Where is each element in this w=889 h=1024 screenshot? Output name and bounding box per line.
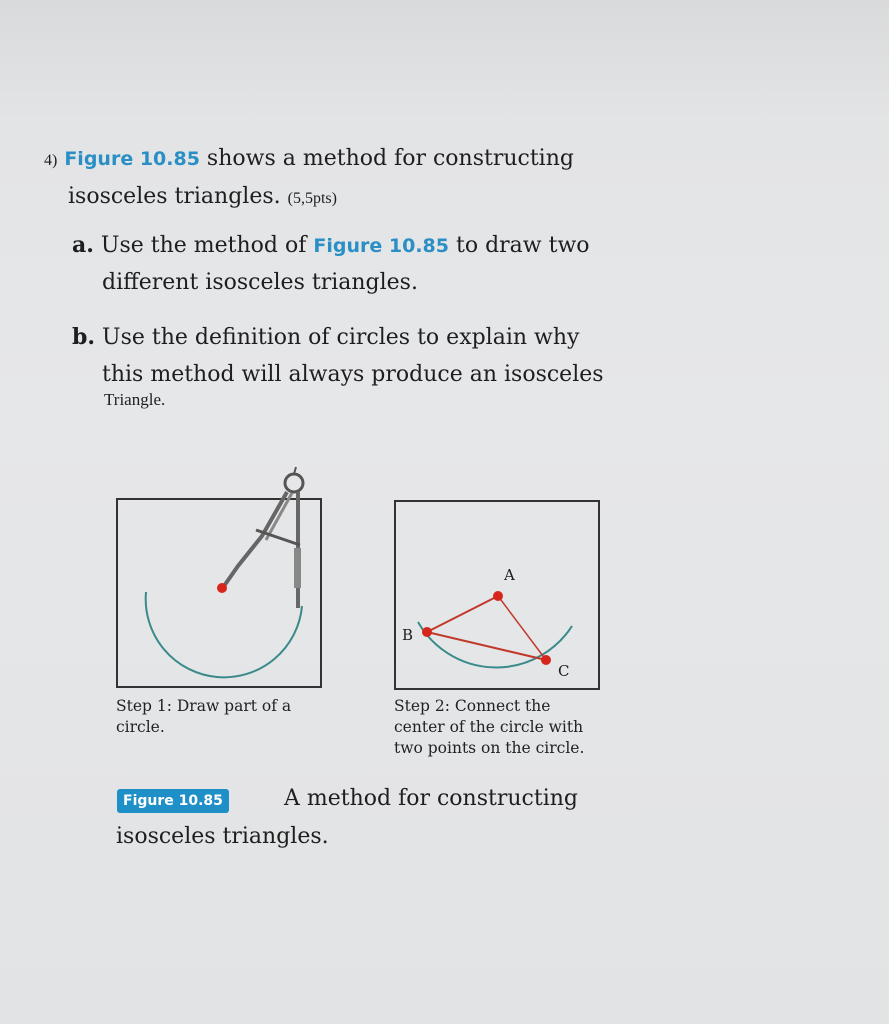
figure-label-badge: Figure 10.85	[117, 789, 229, 813]
step1-caption	[116, 696, 291, 738]
step2-caption-line-1: Step 2: Connect the	[394, 697, 551, 715]
part-b-line-2: this method will always produce an isosceles	[102, 362, 604, 387]
step2-caption	[394, 696, 584, 759]
step1-caption-line-1: Step 1: Draw part of a	[116, 697, 292, 715]
part-a-figure-ref: Figure 10.85	[313, 235, 449, 257]
figure-ref: Figure 10.85	[64, 148, 200, 170]
step1-arc	[146, 592, 302, 677]
part-a-line-2: different isosceles triangles.	[102, 270, 418, 295]
step2-caption-line-2: center of the circle with	[394, 718, 584, 736]
step1-center-point	[217, 583, 227, 593]
part-b-text-1: Use the definition of circles to explain why	[102, 325, 580, 350]
figure-caption-line-1: A method for constructing	[284, 786, 578, 811]
point-c-label: C	[558, 662, 570, 680]
compass-icon	[224, 467, 303, 608]
part-a-label: a.	[72, 232, 94, 258]
part-b-line-3: Triangle.	[104, 390, 166, 409]
question-text-1: shows a method for constructing	[206, 146, 574, 171]
step1-caption-line-2: circle.	[116, 718, 165, 736]
question-text-2: isosceles triangles.	[68, 184, 281, 209]
figure-caption-line-2: isosceles triangles.	[116, 824, 329, 849]
question-number: 4)	[44, 152, 58, 169]
point-a-label: A	[504, 566, 515, 584]
part-a-text-post: to draw two	[455, 233, 590, 258]
point-b-label: B	[402, 626, 414, 644]
part-a-text-pre: Use the method of	[100, 233, 307, 258]
points: (5,5pts)	[287, 190, 337, 207]
part-b-label: b.	[72, 324, 96, 350]
step2-caption-line-3: two points on the circle.	[394, 739, 585, 757]
